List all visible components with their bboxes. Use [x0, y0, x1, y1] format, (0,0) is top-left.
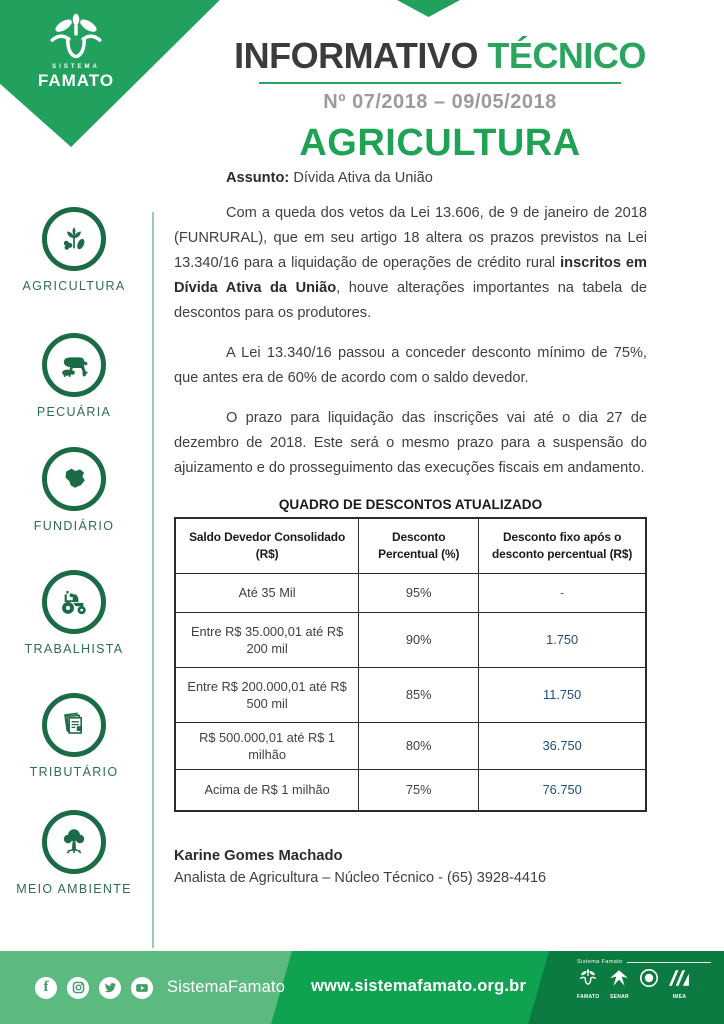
logo-famato-label: FAMATO: [37, 71, 115, 90]
partner-badge-icon[interactable]: [639, 968, 659, 994]
sidebar-label: TRIBUTÁRIO: [29, 765, 119, 779]
partner-senar[interactable]: SENAR: [608, 968, 630, 1000]
partner-logos: [577, 959, 711, 1000]
youtube-icon[interactable]: [131, 977, 153, 999]
title-underline: [259, 82, 621, 84]
famato-logo: [24, 13, 128, 91]
partner-famato[interactable]: FAMATO: [577, 968, 599, 1000]
sidebar-item-trabalhista[interactable]: [10, 570, 138, 656]
cell-saldo: R$ 500.000,01 até R$ 1 milhão: [175, 723, 359, 770]
sidebar-item-tributario[interactable]: [10, 693, 138, 779]
header-saldo-devedor: Saldo Devedor Consolidado (R$): [175, 518, 359, 574]
website-link[interactable]: www.sistemafamato.org.br: [311, 977, 527, 995]
cell-percentual: 80%: [359, 723, 479, 770]
social-handle: SistemaFamato: [167, 978, 286, 996]
page-title: [190, 35, 690, 76]
sidebar-label: PECUÁRIA: [36, 405, 112, 419]
sidebar-item-meio-ambiente[interactable]: [10, 810, 138, 896]
livestock-icon: [42, 333, 106, 397]
signature-block: [174, 848, 647, 886]
sidebar-label: MEIO AMBIENTE: [16, 882, 132, 896]
partners-header: Sistema Famato: [577, 959, 711, 965]
footer: [0, 951, 724, 1024]
cell-fixo: 11.750: [479, 668, 646, 723]
documents-icon: [42, 693, 106, 757]
title-informativo: INFORMATIVO: [234, 35, 478, 76]
cell-percentual: 95%: [359, 574, 479, 613]
cell-fixo: 1.750: [479, 613, 646, 668]
paragraph-3: O prazo para liquidação das inscrições vai até o dia 27 de dezembro de 2018. Este será o mesmo prazo para a suspensão do ajuizamento e do prosseguimento das execuções fiscais em andamento.: [174, 410, 647, 476]
cell-fixo: -: [479, 574, 646, 613]
cell-fixo: 76.750: [479, 770, 646, 812]
title-tecnico: TÉCNICO: [487, 35, 646, 76]
tree-icon: [42, 810, 106, 874]
sidebar-divider: [152, 212, 154, 948]
header-desconto-percentual: Desconto Percentual (%): [359, 518, 479, 574]
partner-imea[interactable]: IMEA: [668, 968, 690, 1000]
table-row: [175, 613, 646, 668]
sidebar-label: AGRICULTURA: [22, 279, 126, 293]
crops-icon: [42, 207, 106, 271]
sidebar-item-pecuaria[interactable]: [10, 333, 138, 419]
subject-label: Assunto:: [226, 170, 290, 186]
instagram-icon[interactable]: [67, 977, 89, 999]
logo-sistema-label: SISTEMA: [52, 64, 100, 70]
signature-role: Analista de Agricultura – Núcleo Técnico - (65) 3928-4416: [174, 870, 547, 886]
issue-number: Nº 07/2018 – 09/05/2018: [323, 91, 557, 113]
content: [174, 170, 647, 886]
facebook-icon[interactable]: f: [35, 977, 57, 999]
cell-saldo: Acima de R$ 1 milhão: [175, 770, 359, 812]
header-desconto-fixo: Desconto fixo após o desconto percentual (R$): [479, 518, 646, 574]
twitter-icon[interactable]: [99, 977, 121, 999]
sidebar-item-agricultura[interactable]: [10, 207, 138, 293]
table-row: [175, 574, 646, 613]
state-map-icon: [42, 447, 106, 511]
header: [190, 35, 690, 165]
social-bar: [35, 951, 285, 1024]
famato-logo-icon: [24, 13, 128, 61]
ribbon-fold-triangle: [397, 0, 460, 17]
paragraph-2: A Lei 13.340/16 passou a conceder desconto mínimo de 75%, que antes era de 60% de acordo com o saldo devedor.: [174, 345, 647, 386]
discount-table: [174, 517, 647, 812]
cell-saldo: Entre R$ 35.000,01 até R$ 200 mil: [175, 613, 359, 668]
paragraph-1: Com a queda dos vetos da Lei 13.606, de 9 de janeiro de 2018 (FUNRURAL), que em seu artigo 18 altera os prazos previstos na Lei 13.340/16 para a liquidação de operações de crédito rural inscritos em Dívida Ativa da União, houve alterações importantes na tabela de descontos para os produtores.: [174, 205, 647, 321]
tractor-icon: [42, 570, 106, 634]
table-row: [175, 723, 646, 770]
cell-fixo: 36.750: [479, 723, 646, 770]
sidebar-label: FUNDIÁRIO: [33, 519, 115, 533]
table-header-row: [175, 518, 646, 574]
table-title: QUADRO DE DESCONTOS ATUALIZADO: [278, 497, 543, 512]
cell-saldo: Até 35 Mil: [175, 574, 359, 613]
subject-value: Dívida Ativa da União: [293, 170, 433, 186]
cell-percentual: 75%: [359, 770, 479, 812]
cell-saldo: Entre R$ 200.000,01 até R$ 500 mil: [175, 668, 359, 723]
subject-line: [226, 170, 647, 186]
signature-name: Karine Gomes Machado: [174, 848, 343, 864]
table-row: [175, 668, 646, 723]
cell-percentual: 85%: [359, 668, 479, 723]
cell-percentual: 90%: [359, 613, 479, 668]
section-title: AGRICULTURA: [299, 122, 581, 164]
sidebar-item-fundiario[interactable]: [10, 447, 138, 533]
table-row: [175, 770, 646, 812]
sidebar-label: TRABALHISTA: [24, 642, 124, 656]
